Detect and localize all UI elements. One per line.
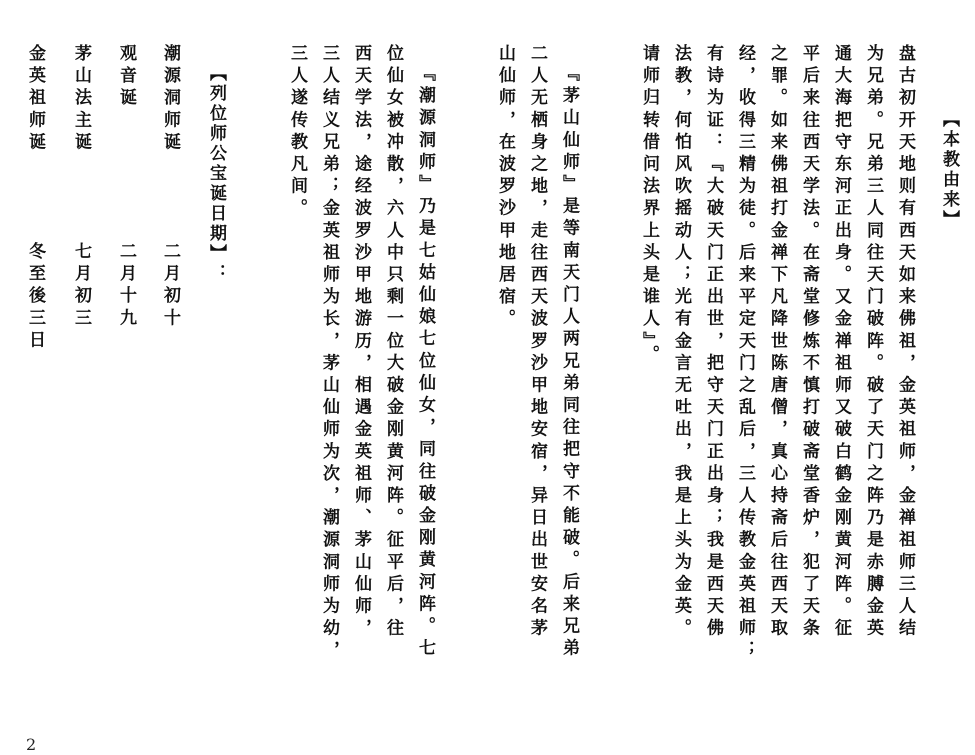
birthday-name: 茅山法主诞 [71,44,91,155]
paragraph1-line: 法教，何怕风吹摇动人；光有金言无吐出，我是上头为金英。 [671,44,691,641]
paragraph1-line: 之罪。如来佛祖打金禅下凡降世陈唐僧，真心持斋后往西天取 [767,44,787,641]
paragraph1-line: 为兄弟。兄弟三人同往天门破阵。破了天门之阵乃是赤膊金英 [863,44,883,641]
paragraph3-line: 『潮源洞师』乃是七姑仙娘七位仙女，同往破金刚黄河阵。七 [415,64,435,661]
page-number: 2 [26,735,37,754]
paragraph1-line: 经，收得三精为徒。后来平定天门之乱后，三人传教金英祖师； [735,44,755,663]
paragraph3-line: 西天学法，途经波罗沙甲地游历，相遇金英祖师、茅山仙师， [351,44,371,641]
paragraph1-line: 盘古初开天地则有西天如来佛祖，金英祖师，金禅祖师三人结 [895,44,915,641]
birthday-name: 潮源洞师诞 [160,44,180,155]
paragraph1-line: 请师归转借问法界上头是谁人』。 [639,44,659,367]
paragraph2-line: 山仙师，在波罗沙甲地居宿。 [495,44,515,332]
birthday-name: 观音诞 [116,44,136,111]
paragraph3-line: 三人遂传教凡间。 [287,44,307,221]
paragraph2-line: 『茅山仙师』是等南天门人两兄弟同往把守不能破。后来兄弟 [559,64,579,661]
birthday-name: 金英祖师诞 [25,44,45,155]
paragraph3-line: 位仙女被冲散，六人中只剩一位大破金刚黄河阵。征平后，往 [383,44,403,641]
birthday-date: 二月初十 [160,242,180,331]
paragraph1-line: 平后来往西天学法。在斋堂修炼不慎打破斋堂香炉，犯了天条 [799,44,819,641]
paragraph1-line: 通大海把守东河正出身。又金禅祖师又破白鹤金刚黄河阵。征 [831,44,851,641]
birthday-date: 二月十九 [116,242,136,331]
birthday-date: 冬至後三日 [25,242,45,353]
paragraph3-line: 三人结义兄弟；金英祖师为长，茅山仙师为次，潮源洞师为幼， [319,44,339,663]
paragraph1-line: 有诗为证：『大破天门正出世，把守天门正出身；我是西天佛 [703,44,723,641]
paragraph2-line: 二人无栖身之地，走往西天波罗沙甲地安宿，异日出世安名茅 [527,44,547,641]
birthdays-title: 【列位师公宝诞日期】： [206,64,226,284]
section-title: 【本教由来】 [939,110,959,230]
birthday-date: 七月初三 [71,242,91,331]
